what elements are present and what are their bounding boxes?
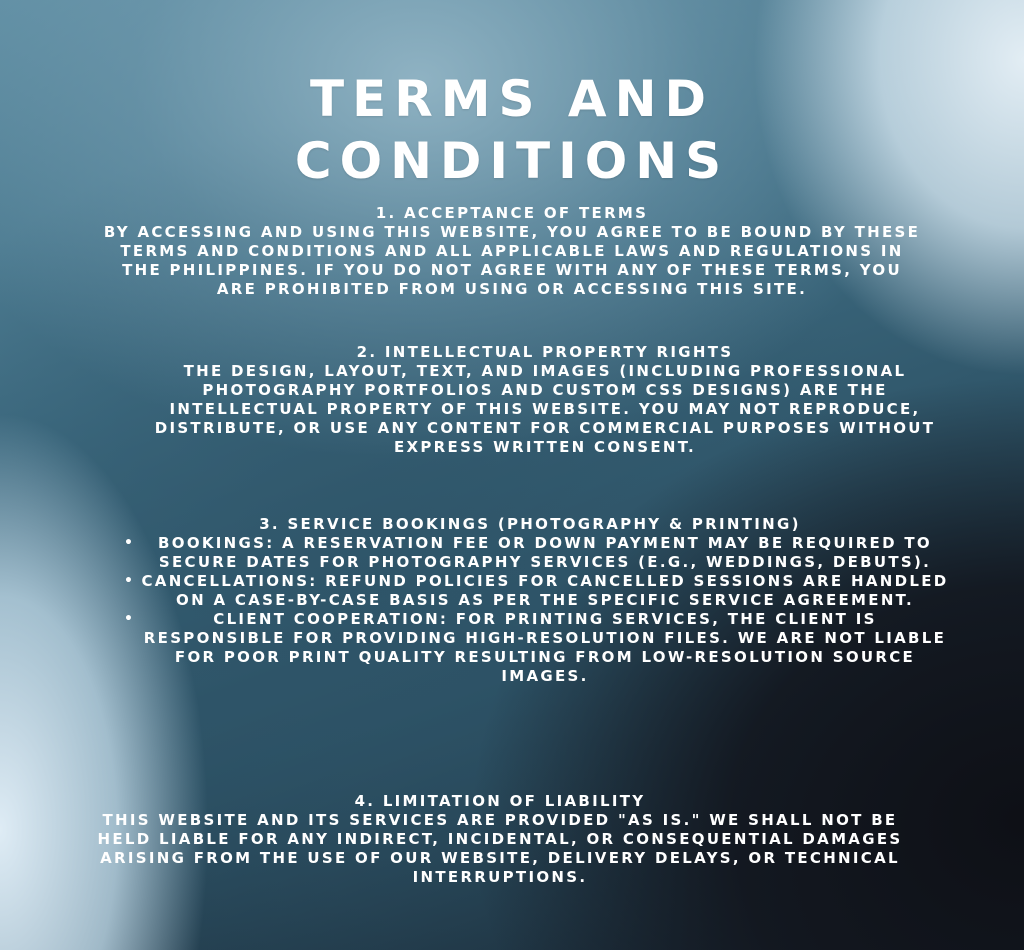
section-heading: 2. INTELLECTUAL PROPERTY RIGHTS — [356, 343, 734, 361]
page-title — [0, 68, 1024, 192]
section-acceptance-of-terms — [100, 204, 924, 299]
section-intellectual-property — [130, 343, 960, 457]
list-item-client-cooperation — [110, 610, 950, 686]
page-title-line-1: TERMS AND — [310, 69, 714, 128]
bullet-icon: • — [124, 611, 136, 627]
section-heading: 1. ACCEPTANCE OF TERMS — [375, 204, 649, 222]
list-item-bookings — [110, 534, 950, 572]
section-body: THE DESIGN, LAYOUT, TEXT, AND IMAGES (INCLUDING PROFESSIONAL PHOTOGRAPHY PORTFOLIOS AND CUSTOM CSS DESIGNS) ARE THE INTELLECTUAL PROPERTY OF THIS WEBSITE. YOU MAY NOT REPRODUCE, DISTRIBUTE, OR USE ANY CONTENT FOR COMMERCIAL PURPOSES WITHOUT EXPRESS WRITTEN CONSENT. — [154, 362, 936, 456]
section-heading: 3. SERVICE BOOKINGS (PHOTOGRAPHY & PRINTING) — [259, 515, 801, 533]
list-item-text: CLIENT COOPERATION: FOR PRINTING SERVICES, THE CLIENT IS RESPONSIBLE FOR PROVIDING HIGH-RESOLUTION FILES. WE ARE NOT LIABLE FOR POOR PRINT QUALITY RESULTING FROM LOW-RESOLUTION SOURCE IMAGES. — [143, 610, 947, 685]
bullet-icon: • — [124, 573, 136, 589]
list-item-text: CANCELLATIONS: REFUND POLICIES FOR CANCELLED SESSIONS ARE HANDLED ON A CASE-BY-CASE BASIS AS PER THE SPECIFIC SERVICE AGREEMENT. — [141, 572, 949, 609]
section-service-bookings — [110, 515, 950, 686]
section-body: BY ACCESSING AND USING THIS WEBSITE, YOU AGREE TO BE BOUND BY THESE TERMS AND CONDITIONS AND ALL APPLICABLE LAWS AND REGULATIONS IN THE PHILIPPINES. IF YOU DO NOT AGREE WITH ANY OF THESE TERMS, YOU ARE PROHIBITED FROM USING OR ACCESSING THIS SITE. — [103, 223, 921, 298]
list-item-text: BOOKINGS: A RESERVATION FEE OR DOWN PAYMENT MAY BE REQUIRED TO SECURE DATES FOR PHOTOGRAPHY SERVICES (E.G., WEDDINGS, DEBUTS). — [158, 534, 932, 571]
bullet-icon: • — [124, 535, 136, 551]
section-heading: 4. LIMITATION OF LIABILITY — [354, 792, 646, 810]
section-limitation-of-liability — [90, 792, 910, 887]
service-bookings-list — [110, 534, 950, 686]
section-body: THIS WEBSITE AND ITS SERVICES ARE PROVIDED "AS IS." WE SHALL NOT BE HELD LIABLE FOR ANY INDIRECT, INCIDENTAL, OR CONSEQUENTIAL DAMAGES ARISING FROM THE USE OF OUR WEBSITE, DELIVERY DELAYS, OR TECHNICAL INTERRUPTIONS. — [97, 811, 903, 886]
page-title-line-2: CONDITIONS — [294, 131, 730, 190]
list-item-cancellations — [110, 572, 950, 610]
